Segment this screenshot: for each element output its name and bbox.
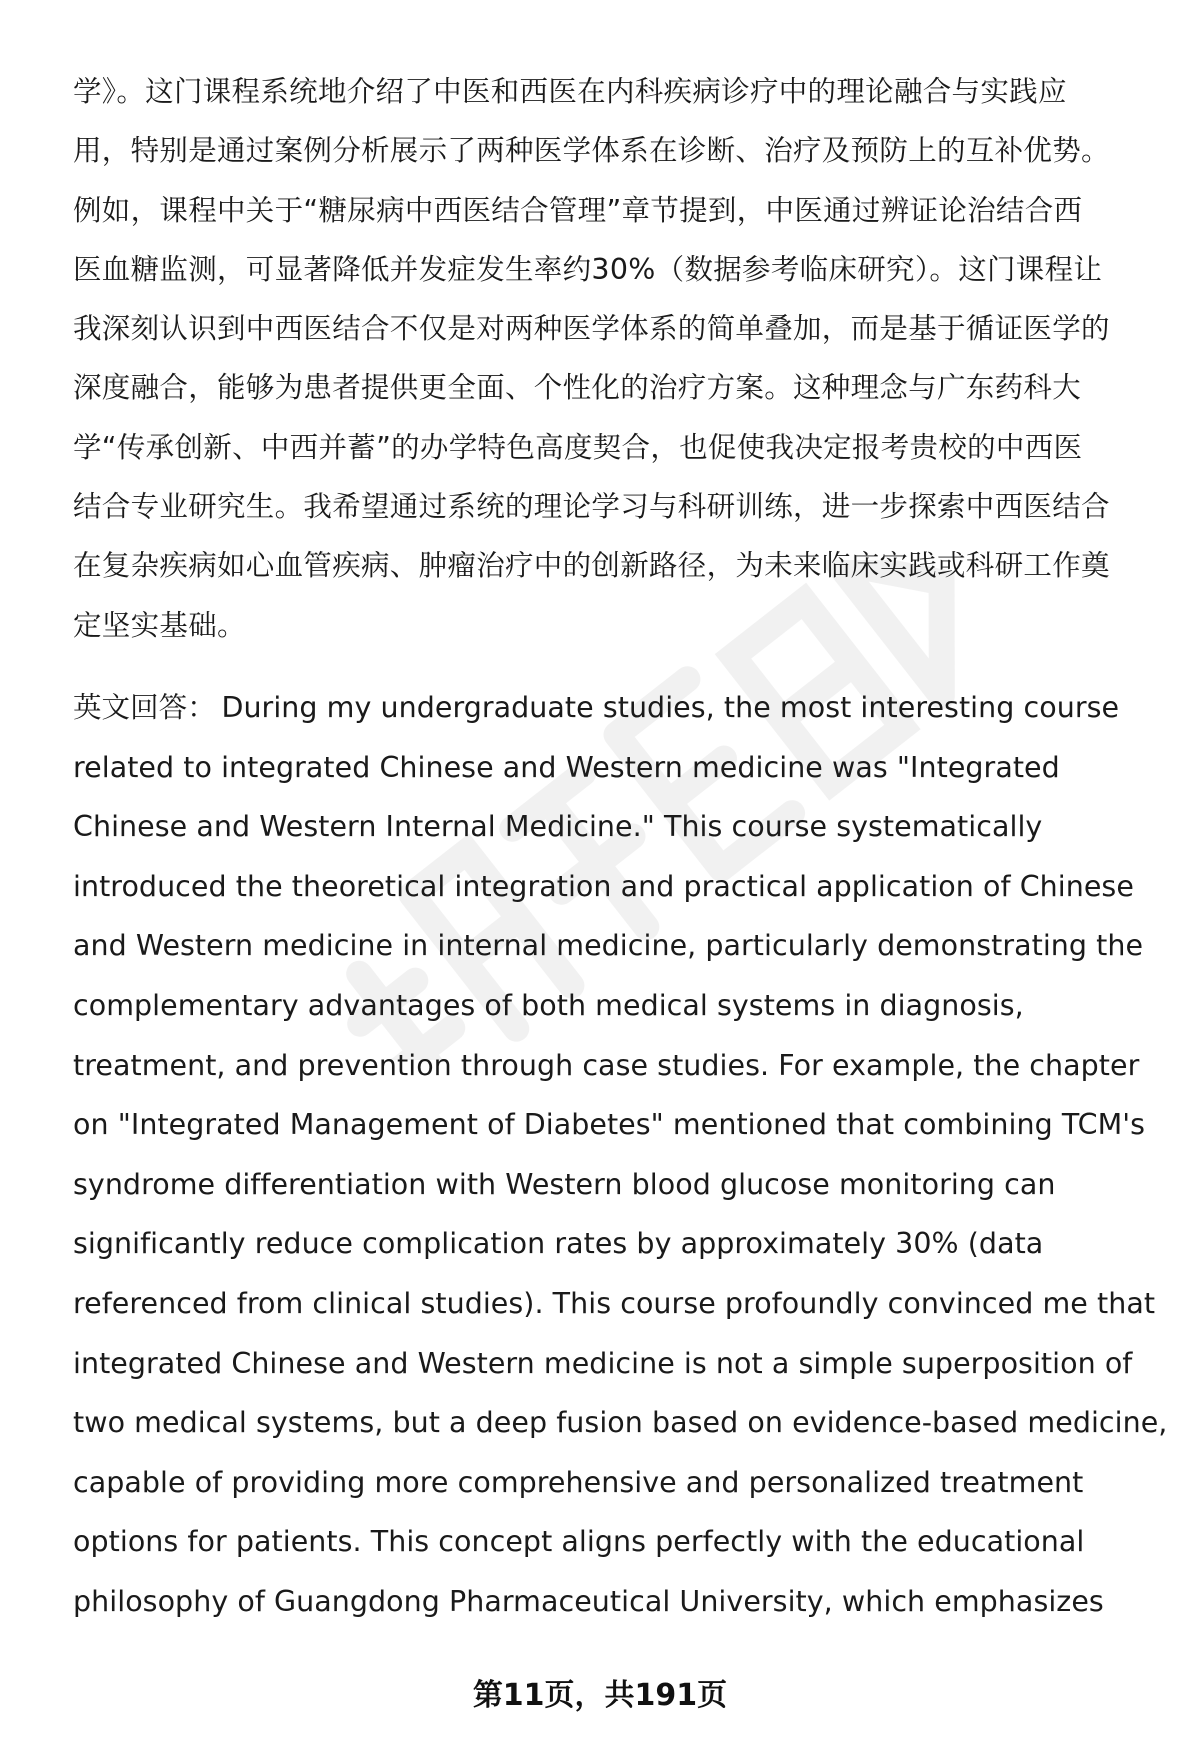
page-number-footer: 第11页，共191页	[472, 1678, 728, 1713]
text-line: introduced the theoretical integration and practical application of Chinese	[73, 869, 1134, 903]
text-line: philosophy of Guangdong Pharmaceutical University, which emphasizes	[73, 1584, 1104, 1618]
text-line: 定坚实基础。	[73, 608, 246, 642]
text-line: During my undergraduate studies, the most interesting course	[221, 690, 1120, 724]
text-line: significantly reduce complication rates by approximately 30% (data	[73, 1227, 1044, 1261]
text-line: 学“传承创新、中西并蓄”的办学特色高度契合，也促使我决定报考贵校的中西医	[73, 430, 1083, 464]
text-line: treatment, and prevention through case studies. For example, the chapter	[73, 1048, 1140, 1082]
english-answer-label: 英文回答：	[73, 690, 216, 724]
text-line: options for patients. This concept aligns perfectly with the educational	[73, 1525, 1085, 1559]
text-line-first	[73, 678, 1158, 738]
text-line: Chinese and Western Internal Medicine." This course systematically	[73, 810, 1043, 844]
text-line: 我深刻认识到中西医结合不仅是对两种医学体系的简单叠加，而是基于循证医学的	[73, 312, 1110, 346]
text-line: on "Integrated Management of Diabetes" mentioned that combining TCM's	[73, 1108, 1145, 1142]
text-line: related to integrated Chinese and Western medicine was "Integrated	[73, 750, 1060, 784]
text-line: 学》。这门课程系统地介绍了中医和西医在内科疾病诊疗中的理论融合与实践应	[73, 75, 1067, 108]
document-body	[73, 62, 1168, 1631]
text-line: two medical systems, but a deep fusion based on evidence-based medicine,	[73, 1406, 1168, 1440]
english-paragraph	[73, 678, 1168, 1632]
text-line: capable of providing more comprehensive and personalized treatment	[73, 1465, 1084, 1499]
text-line: 在复杂疾病如心血管疾病、肿瘤治疗中的创新路径，为未来临床实践或科研工作奠	[73, 549, 1110, 583]
text-line: integrated Chinese and Western medicine is not a simple superposition of	[73, 1346, 1133, 1380]
text-line: 用，特别是通过案例分析展示了两种医学体系在诊断、治疗及预防上的互补优势。	[73, 134, 1110, 168]
text-line: 深度融合，能够为患者提供更全面、个性化的治疗方案。这种理念与广东药科大	[73, 371, 1082, 405]
chinese-paragraph	[73, 62, 1158, 655]
text-line: syndrome differentiation with Western blood glucose monitoring can	[73, 1167, 1056, 1201]
text-line: 医血糖监测，可显著降低并发症发生率约30%（数据参考临床研究）。这门课程让	[73, 252, 1103, 286]
text-line: 例如，课程中关于“糖尿病中西医结合管理”章节提到，中医通过辨证论治结合西	[73, 193, 1083, 227]
text-line: referenced from clinical studies). This course profoundly convinced me that	[73, 1286, 1156, 1320]
text-line: 结合专业研究生。我希望通过系统的理论学习与科研训练，进一步探索中西医结合	[73, 490, 1110, 524]
text-line: and Western medicine in internal medicine, particularly demonstrating the	[73, 929, 1144, 963]
text-line: complementary advantages of both medical systems in diagnosis,	[73, 988, 1024, 1022]
